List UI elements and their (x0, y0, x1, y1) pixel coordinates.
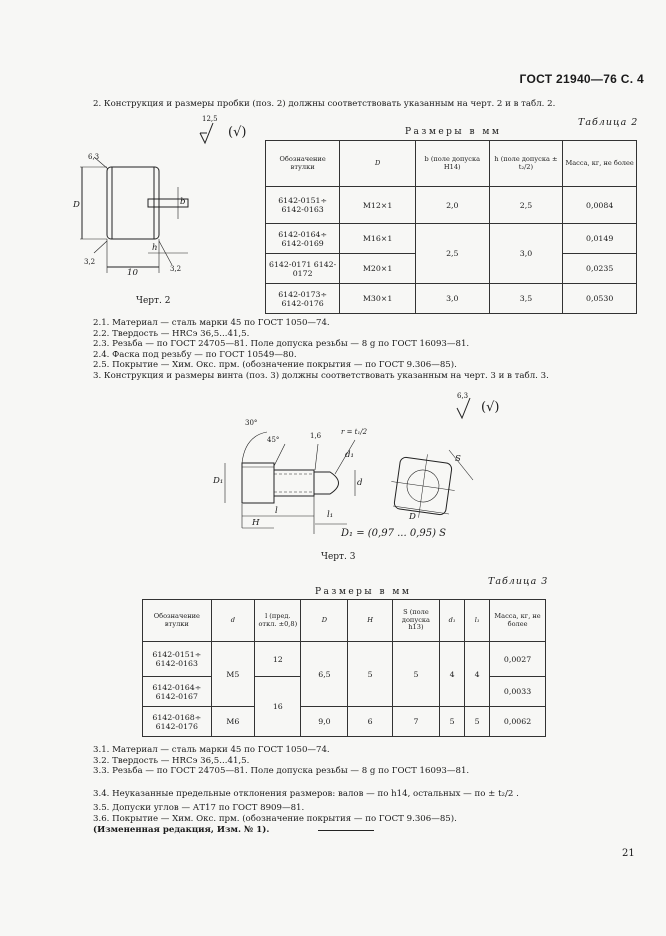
table3-l1: 4 (465, 642, 490, 707)
table3-header-d1: d₁ (439, 600, 464, 642)
table3-mass: 0,0033 (490, 677, 546, 707)
table3-S: 7 (392, 707, 439, 737)
section2-intro: 2. Конструкция и размеры пробки (поз. 2) должны соответствовать указанным на черт. 2 и в табл. 2. (93, 99, 556, 109)
table3-D: 9,0 (301, 707, 348, 737)
check-mark-3: (√) (481, 400, 500, 415)
note-3-intro: 3. Конструкция и размеры винта (поз. 3) должны соответствовать указанным на черт. 3 и в табл. 3. (93, 370, 549, 381)
dim-D-label: D (73, 200, 80, 210)
table-row (266, 224, 637, 254)
table3-caption: Таблица 3 (488, 576, 549, 587)
dim-b-label: b (180, 197, 186, 207)
table3-header-d: d (211, 600, 255, 642)
dim-d-label: d (357, 478, 363, 488)
roughness-32-left: 3,2 (84, 258, 96, 266)
drawing-3 (205, 388, 500, 563)
dim-H-label: H (252, 518, 260, 528)
roughness-value-3: 6,3 (457, 392, 469, 400)
roughness-32-right: 3,2 (170, 265, 182, 273)
table3-H: 6 (348, 707, 392, 737)
table3-header-H: H (348, 600, 392, 642)
table3-l1: 5 (465, 707, 490, 737)
table2-b: 3,0 (415, 284, 489, 314)
note-3-3: 3.3. Резьба — по ГОСТ 24705—81. Поле допуска резьбы — 8 g по ГОСТ 16093—81. (93, 766, 470, 777)
check-mark-2: (√) (228, 125, 247, 140)
dim-10-label: 10 (127, 268, 138, 278)
table3-header-l: l (пред. откл. ±0,8) (255, 600, 301, 642)
table3-l: 16 (255, 677, 301, 737)
table-row (266, 284, 637, 314)
notes-section-3 (93, 745, 519, 835)
note-3-1: 3.1. Материал — сталь марки 45 по ГОСТ 1050—74. (93, 745, 330, 755)
document-header: ГОСТ 21940—76 С. 4 (519, 72, 644, 86)
dim-h-label: h (152, 243, 158, 253)
drawing-2 (60, 115, 250, 310)
table2-code: 6142-0171 6142-0172 (266, 254, 340, 284)
table2-h: 2,5 (489, 187, 563, 224)
table3-header-code: Обозначение втулки (143, 600, 212, 642)
table2-D: M16×1 (340, 224, 416, 254)
footer-rule (318, 830, 374, 831)
note-3-2: 3.2. Твердость — HRCэ 36,5...41,5. (93, 755, 250, 766)
dim-D1-label: D₁ (213, 476, 224, 486)
table2-mass: 0,0084 (563, 187, 637, 224)
table3-d: M6 (211, 707, 255, 737)
note-2-3: 2.3. Резьба — по ГОСТ 24705—81. Поле допуска резьбы — 8 g по ГОСТ 16093—81. (93, 339, 470, 350)
drawing2-caption: Черт. 2 (136, 296, 171, 306)
table3-header-l1: l₁ (465, 600, 490, 642)
table2-h: 3,5 (489, 284, 563, 314)
table3-subtitle: Размеры в мм (315, 587, 412, 597)
table3-header-mass: Масса, кг, не более (490, 600, 546, 642)
table3-d1: 5 (439, 707, 464, 737)
table2-code: 6142-0151÷ 6142-0163 (266, 187, 340, 224)
dim-S-label: S (455, 454, 461, 464)
page-number: 21 (622, 848, 635, 859)
angle-30-label: 30° (245, 419, 258, 427)
note-2-5: 2.5. Покрытие — Хим. Окс. прм. (обозначение покрытия — по ГОСТ 9.306—85). (93, 360, 457, 371)
amendment-note: (Измененная редакция, Изм. № 1). (93, 824, 270, 835)
end-view-D-label: D (409, 512, 416, 522)
table2-caption: Таблица 2 (578, 117, 639, 128)
table2-mass: 0,0235 (563, 254, 637, 284)
table3-d: M5 (211, 642, 255, 707)
table3-d1: 4 (439, 642, 464, 707)
table2-D: M30×1 (340, 284, 416, 314)
table3-code: 6142-0168÷ 6142-0176 (143, 707, 212, 737)
table3-header-D: D (301, 600, 348, 642)
table3-D: 6,5 (301, 642, 348, 707)
table3-mass: 0,0027 (490, 642, 546, 677)
table3-l: 12 (255, 642, 301, 677)
table-row (143, 707, 546, 737)
table3-code: 6142-0151÷ 6142-0163 (143, 642, 212, 677)
dim-16-label: 1,6 (310, 432, 322, 440)
note-3-6: 3.6. Покрытие — Хим. Окс. прм. (обозначение покрытия — по ГОСТ 9.306—85). (93, 813, 457, 824)
table2-header-code: Обозначение втулки (266, 141, 340, 187)
table-row (143, 642, 546, 677)
note-3-5: 3.5. Допуски углов — АТ17 по ГОСТ 8909—81. (93, 803, 305, 814)
table2-subtitle: Размеры в мм (405, 127, 502, 137)
table2-header-h: h (поле допуска ± t₂/2) (489, 141, 563, 187)
table2-mass: 0,0530 (563, 284, 637, 314)
note-2-1: 2.1. Материал — сталь марки 45 по ГОСТ 1050—74. (93, 318, 330, 328)
table3-mass: 0,0062 (490, 707, 546, 737)
table-3 (142, 599, 546, 737)
table3-H: 5 (348, 642, 392, 707)
formula-D1: D₁ = (0,97 ... 0,95) S (341, 528, 447, 539)
chamfer-label: 6,3 (88, 153, 100, 161)
table2-h: 3,0 (489, 224, 563, 284)
table2-b: 2,5 (415, 224, 489, 284)
table2-header-b: b (поле допуска H14) (415, 141, 489, 187)
roughness-symbol (200, 123, 213, 143)
drawing3-caption: Черт. 3 (321, 552, 356, 562)
dim-d1-label: d₁ (345, 450, 354, 460)
table2-header-mass: Масса, кг, не более (563, 141, 637, 187)
note-3-4: 3.4. Неуказанные предельные отклонения размеров: валов — по h14, остальных — по ± t₂/2 . (93, 788, 519, 799)
radius-label: r = t₁/2 (341, 428, 368, 436)
table-2 (265, 140, 637, 314)
table2-D: M20×1 (340, 254, 416, 284)
table2-D: M12×1 (340, 187, 416, 224)
dim-l-label: l (275, 506, 278, 516)
angle-45-label: 45° (267, 436, 280, 444)
table2-mass: 0,0149 (563, 224, 637, 254)
table2-code: 6142-0173÷ 6142-0176 (266, 284, 340, 314)
table3-code: 6142-0164÷ 6142-0167 (143, 677, 212, 707)
table2-b: 2,0 (415, 187, 489, 224)
note-2-4: 2.4. Фаска под резьбу — по ГОСТ 10549—80. (93, 349, 297, 360)
table2-code: 6142-0164÷ 6142-0169 (266, 224, 340, 254)
roughness-value-2: 12,5 (202, 115, 218, 123)
notes-section-2 (93, 318, 549, 382)
table2-header-D: D (340, 141, 416, 187)
dim-l1-label: l₁ (327, 510, 334, 520)
table3-S: 5 (392, 642, 439, 707)
table3-header-S: S (поле допуска h13) (392, 600, 439, 642)
note-2-2: 2.2. Твердость — HRCэ 36,5...41,5. (93, 328, 250, 339)
table-row (266, 187, 637, 224)
